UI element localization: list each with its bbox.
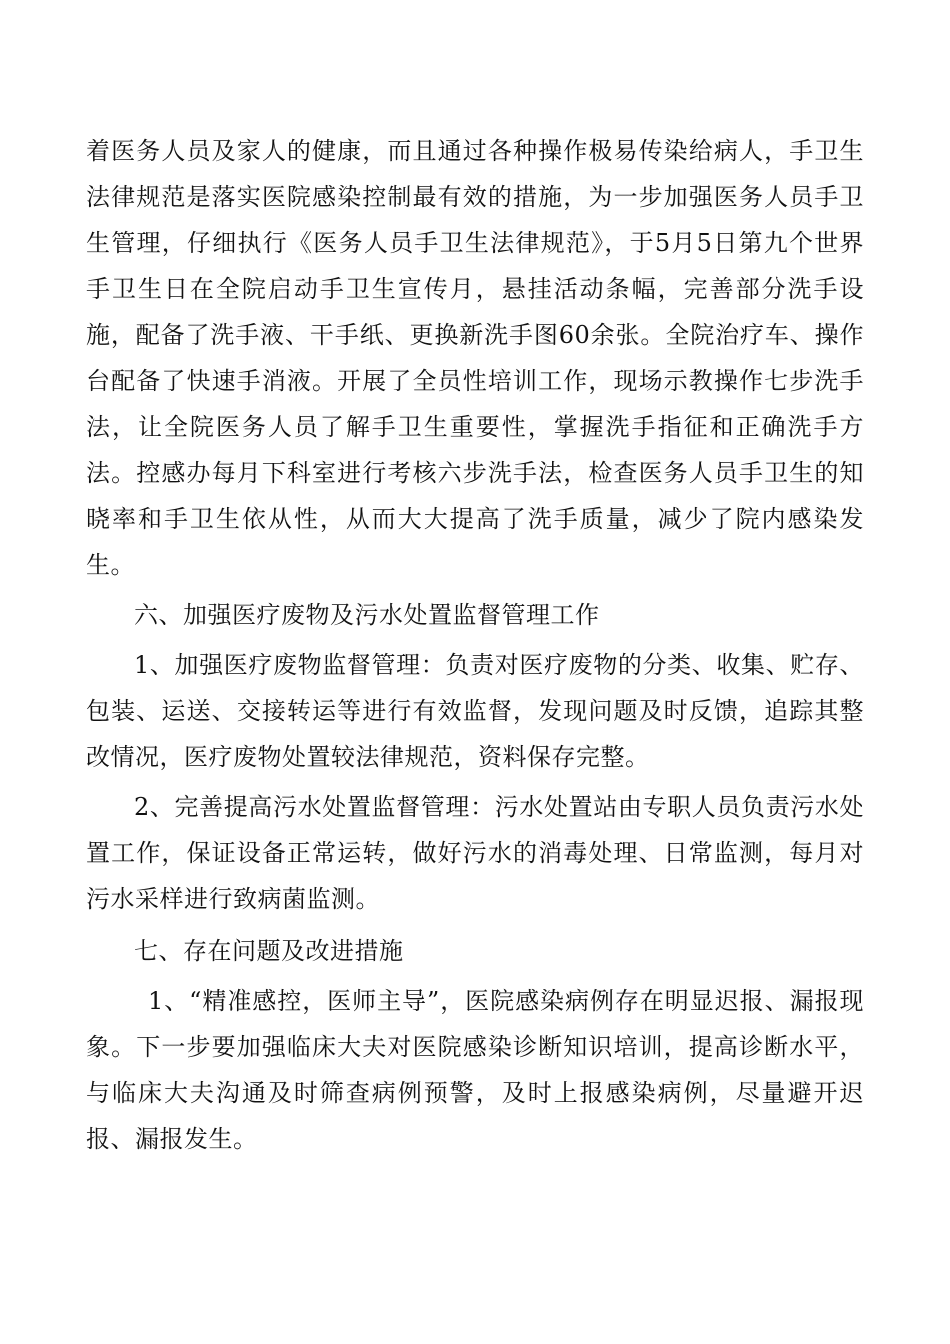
paragraph-problems: 1、“精准感控，医师主导”，医院感染病例存在明显迟报、漏报现象。下一步要加强临床大夫对医院感染诊断知识培训，提高诊断水平，与临床大夫沟通及时筛查病例预警，及时上报感染病例，尽量避开迟报、漏报发生。 <box>86 987 864 1153</box>
paragraph-hand-hygiene: 着医务人员及家人的健康，而且通过各种操作极易传染给病人，手卫生法律规范是落实医院感染控制最有效的措施，为一步加强医务人员手卫生管理，仔细执行《医务人员手卫生法律规范》，于5月5日第九个世界手卫生日在全院启动手卫生宣传月，悬挂活动条幅，完善部分洗手设施，配备了洗手液、干手纸、更换新洗手图60余张。全院治疗车、操作台配备了快速手消液。开展了全员性培训工作，现场示教操作七步洗手法，让全院医务人员了解手卫生重要性，掌握洗手指征和正确洗手方法。控感办每月下科室进行考核六步洗手法，检查医务人员手卫生的知晓率和手卫生依从性，从而大大提高了洗手质量，减少了院内感染发生。 <box>86 137 864 579</box>
heading-section-six: 六、加强医疗废物及污水处置监督管理工作 <box>134 601 600 629</box>
document-page <box>86 128 864 1162</box>
heading-section-seven: 七、存在问题及改进措施 <box>134 937 404 965</box>
paragraph-medical-waste: 1、加强医疗废物监督管理：负责对医疗废物的分类、收集、贮存、包装、运送、交接转运等进行有效监督，发现问题及时反馈，追踪其整改情况，医疗废物处置较法律规范，资料保存完整。 <box>86 651 864 771</box>
paragraph-sewage: 2、完善提高污水处置监督管理：污水处置站由专职人员负责污水处置工作，保证设备正常运转，做好污水的消毒处理、日常监测，每月对污水采样进行致病菌监测。 <box>86 793 864 913</box>
